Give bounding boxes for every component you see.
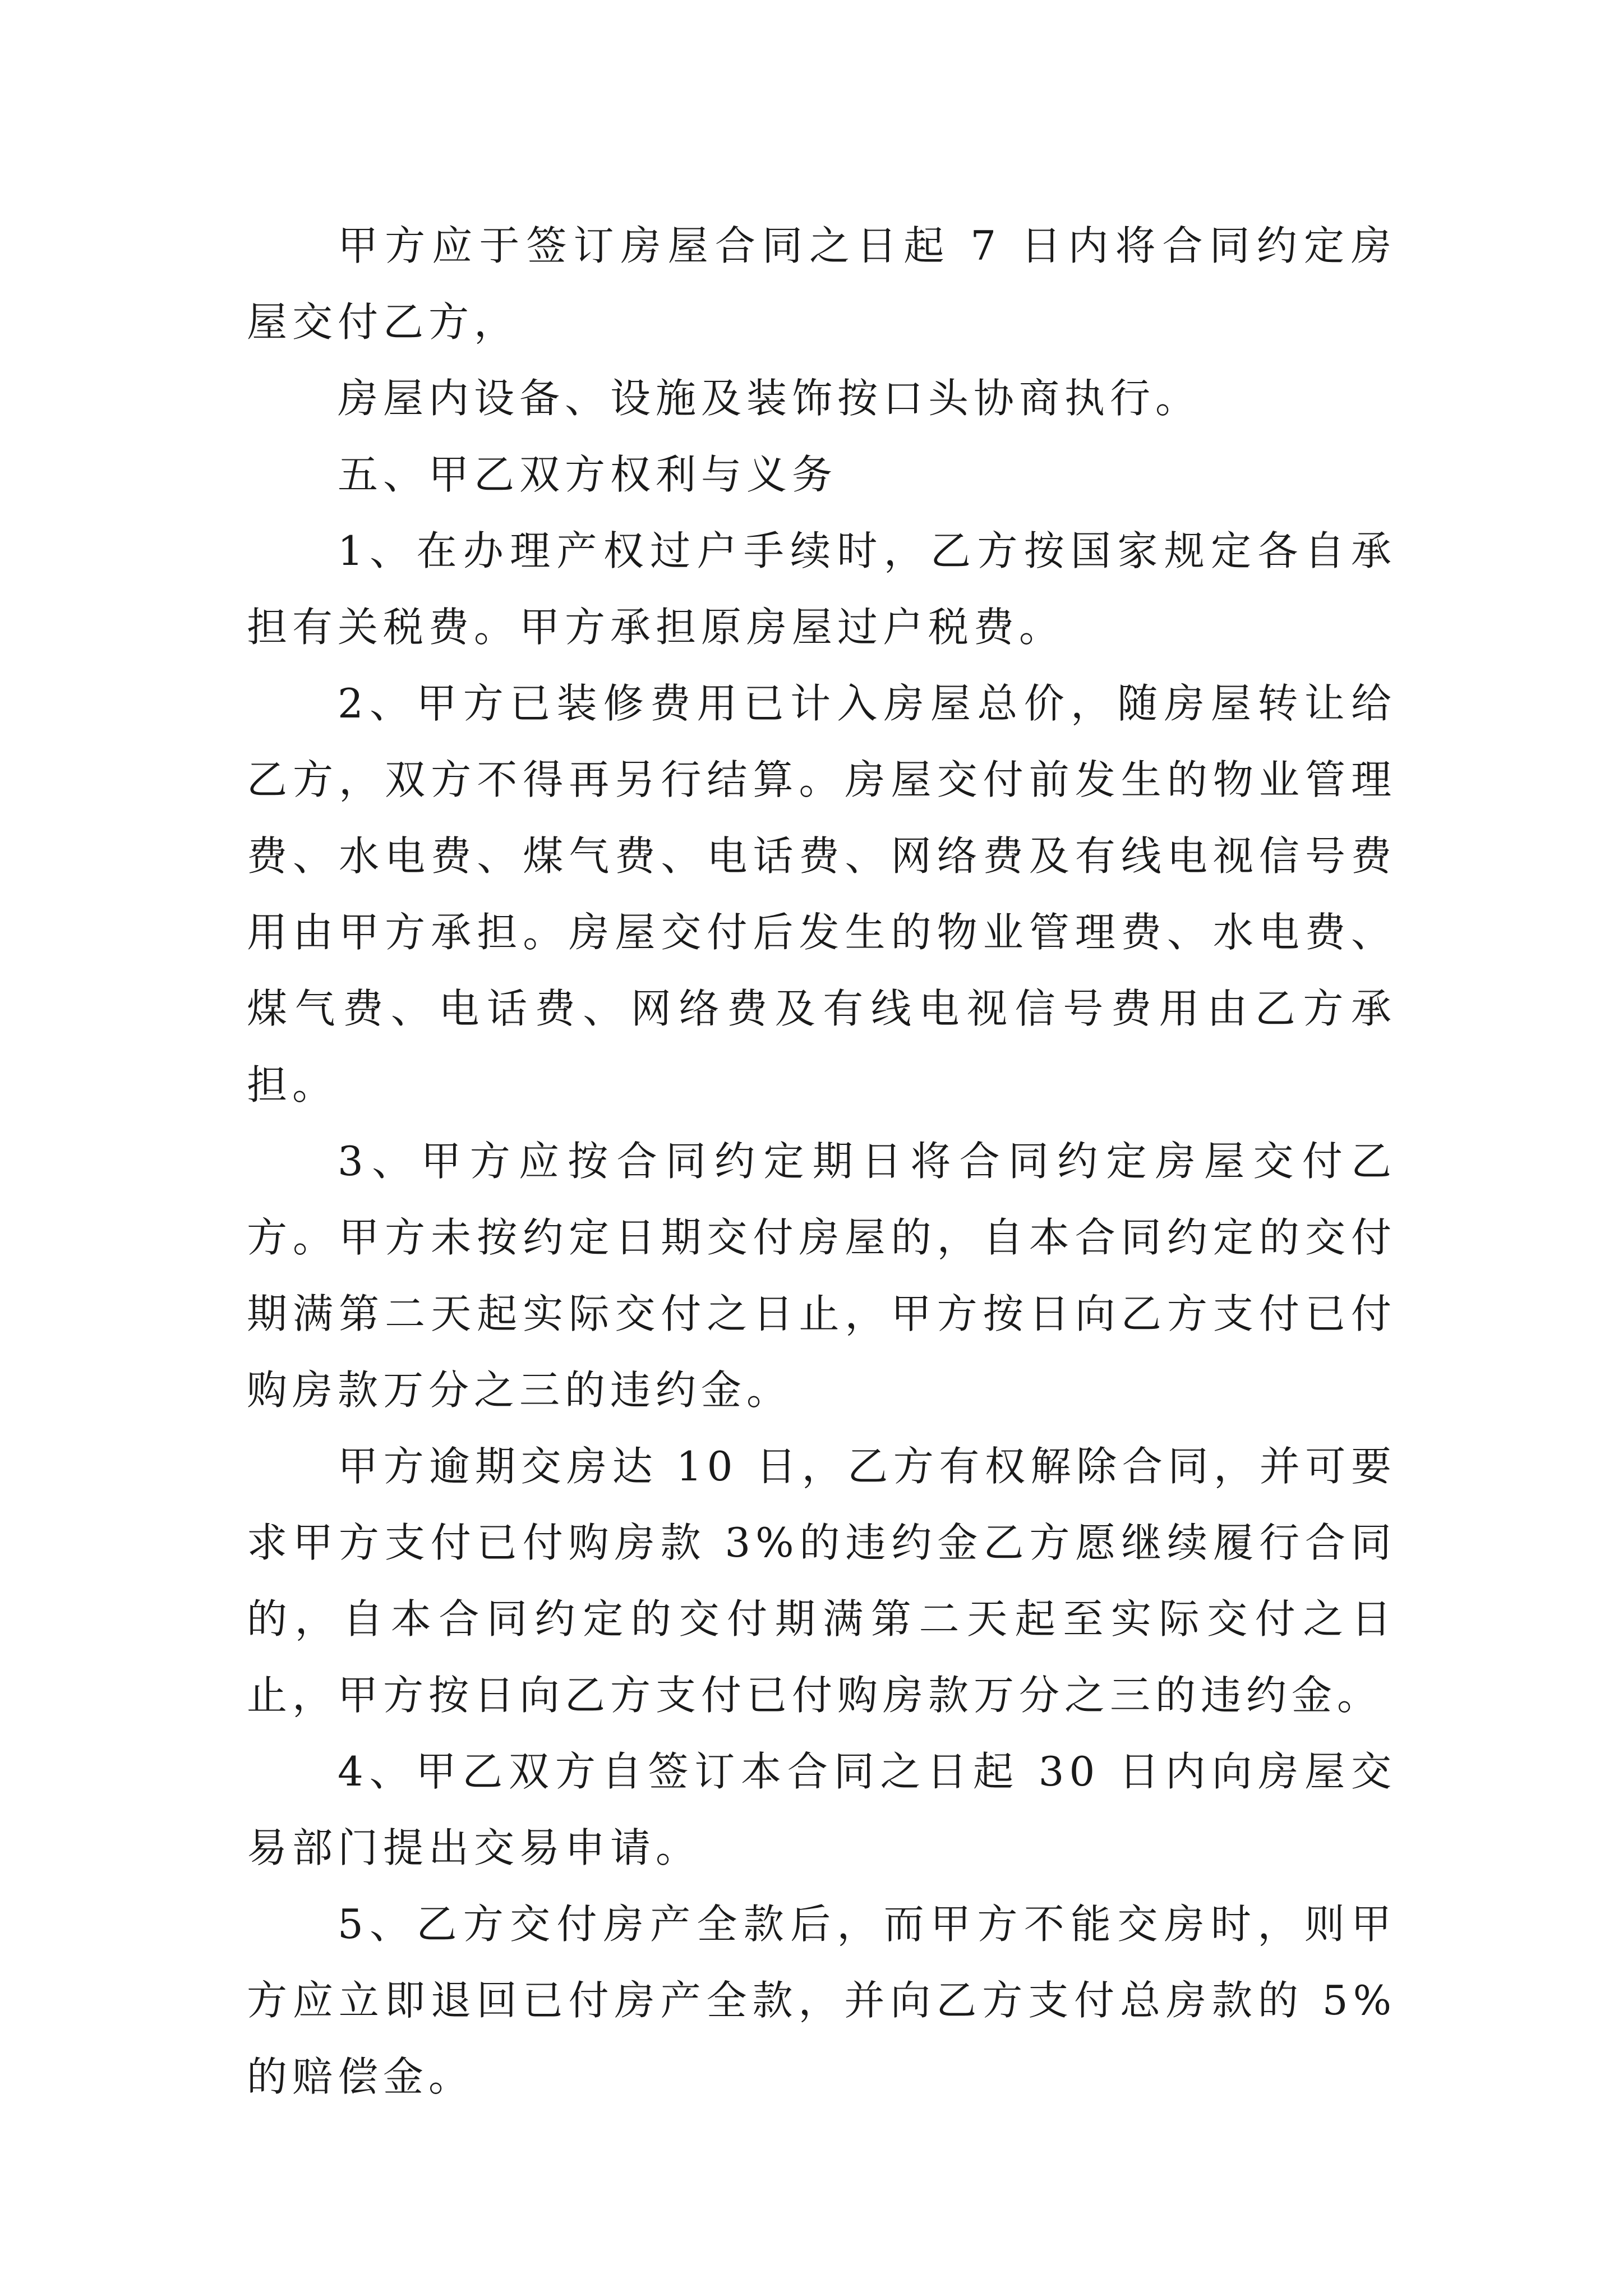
clause-1-taxes: 1、在办理产权过户手续时，乙方按国家规定各自承担有关税费。甲方承担原房屋过户税费。 — [247, 527, 1396, 651]
clause-3-overdue: 甲方逾期交房达 10 日，乙方有权解除合同，并可要求甲方支付已付购房款 3%的违约金乙方愿继续履行合同的，自本合同约定的交付期满第二天起至实际交付之日止，甲方按日向乙方支付已付购房款万分之三的违约金。 — [247, 1443, 1396, 1719]
paragraph-delivery-term: 甲方应于签订房屋合同之日起 7 日内将合同约定房屋交付乙方， — [247, 222, 1396, 346]
clause-2-fees: 2、甲方已装修费用已计入房屋总价，随房屋转让给乙方，双方不得再另行结算。房屋交付前发生的物业管理费、水电费、煤气费、电话费、网络费及有线电视信号费用由甲方承担。房屋交付后发生的物业管理费、水电费、煤气费、电话费、网络费及有线电视信号费用由乙方承担。 — [247, 680, 1396, 1108]
clause-4-application: 4、甲乙双方自签订本合同之日起 30 日内向房屋交易部门提出交易申请。 — [247, 1748, 1396, 1871]
document-body — [247, 208, 1396, 2115]
paragraph-fixtures: 房屋内设备、设施及装饰按口头协商执行。 — [338, 375, 1201, 422]
clause-3-delivery: 3、甲方应按合同约定期日将合同约定房屋交付乙方。甲方未按约定日期交付房屋的，自本合同约定的交付期满第二天起实际交付之日止，甲方按日向乙方支付已付购房款万分之三的违约金。 — [247, 1138, 1396, 1414]
section-heading-rights-obligations: 五、甲乙双方权利与义务 — [338, 451, 838, 498]
clause-5-compensation: 5、乙方交付房产全款后，而甲方不能交房时，则甲方应立即退回已付房产全款，并向乙方支付总房款的 5%的赔偿金。 — [247, 1901, 1396, 2100]
